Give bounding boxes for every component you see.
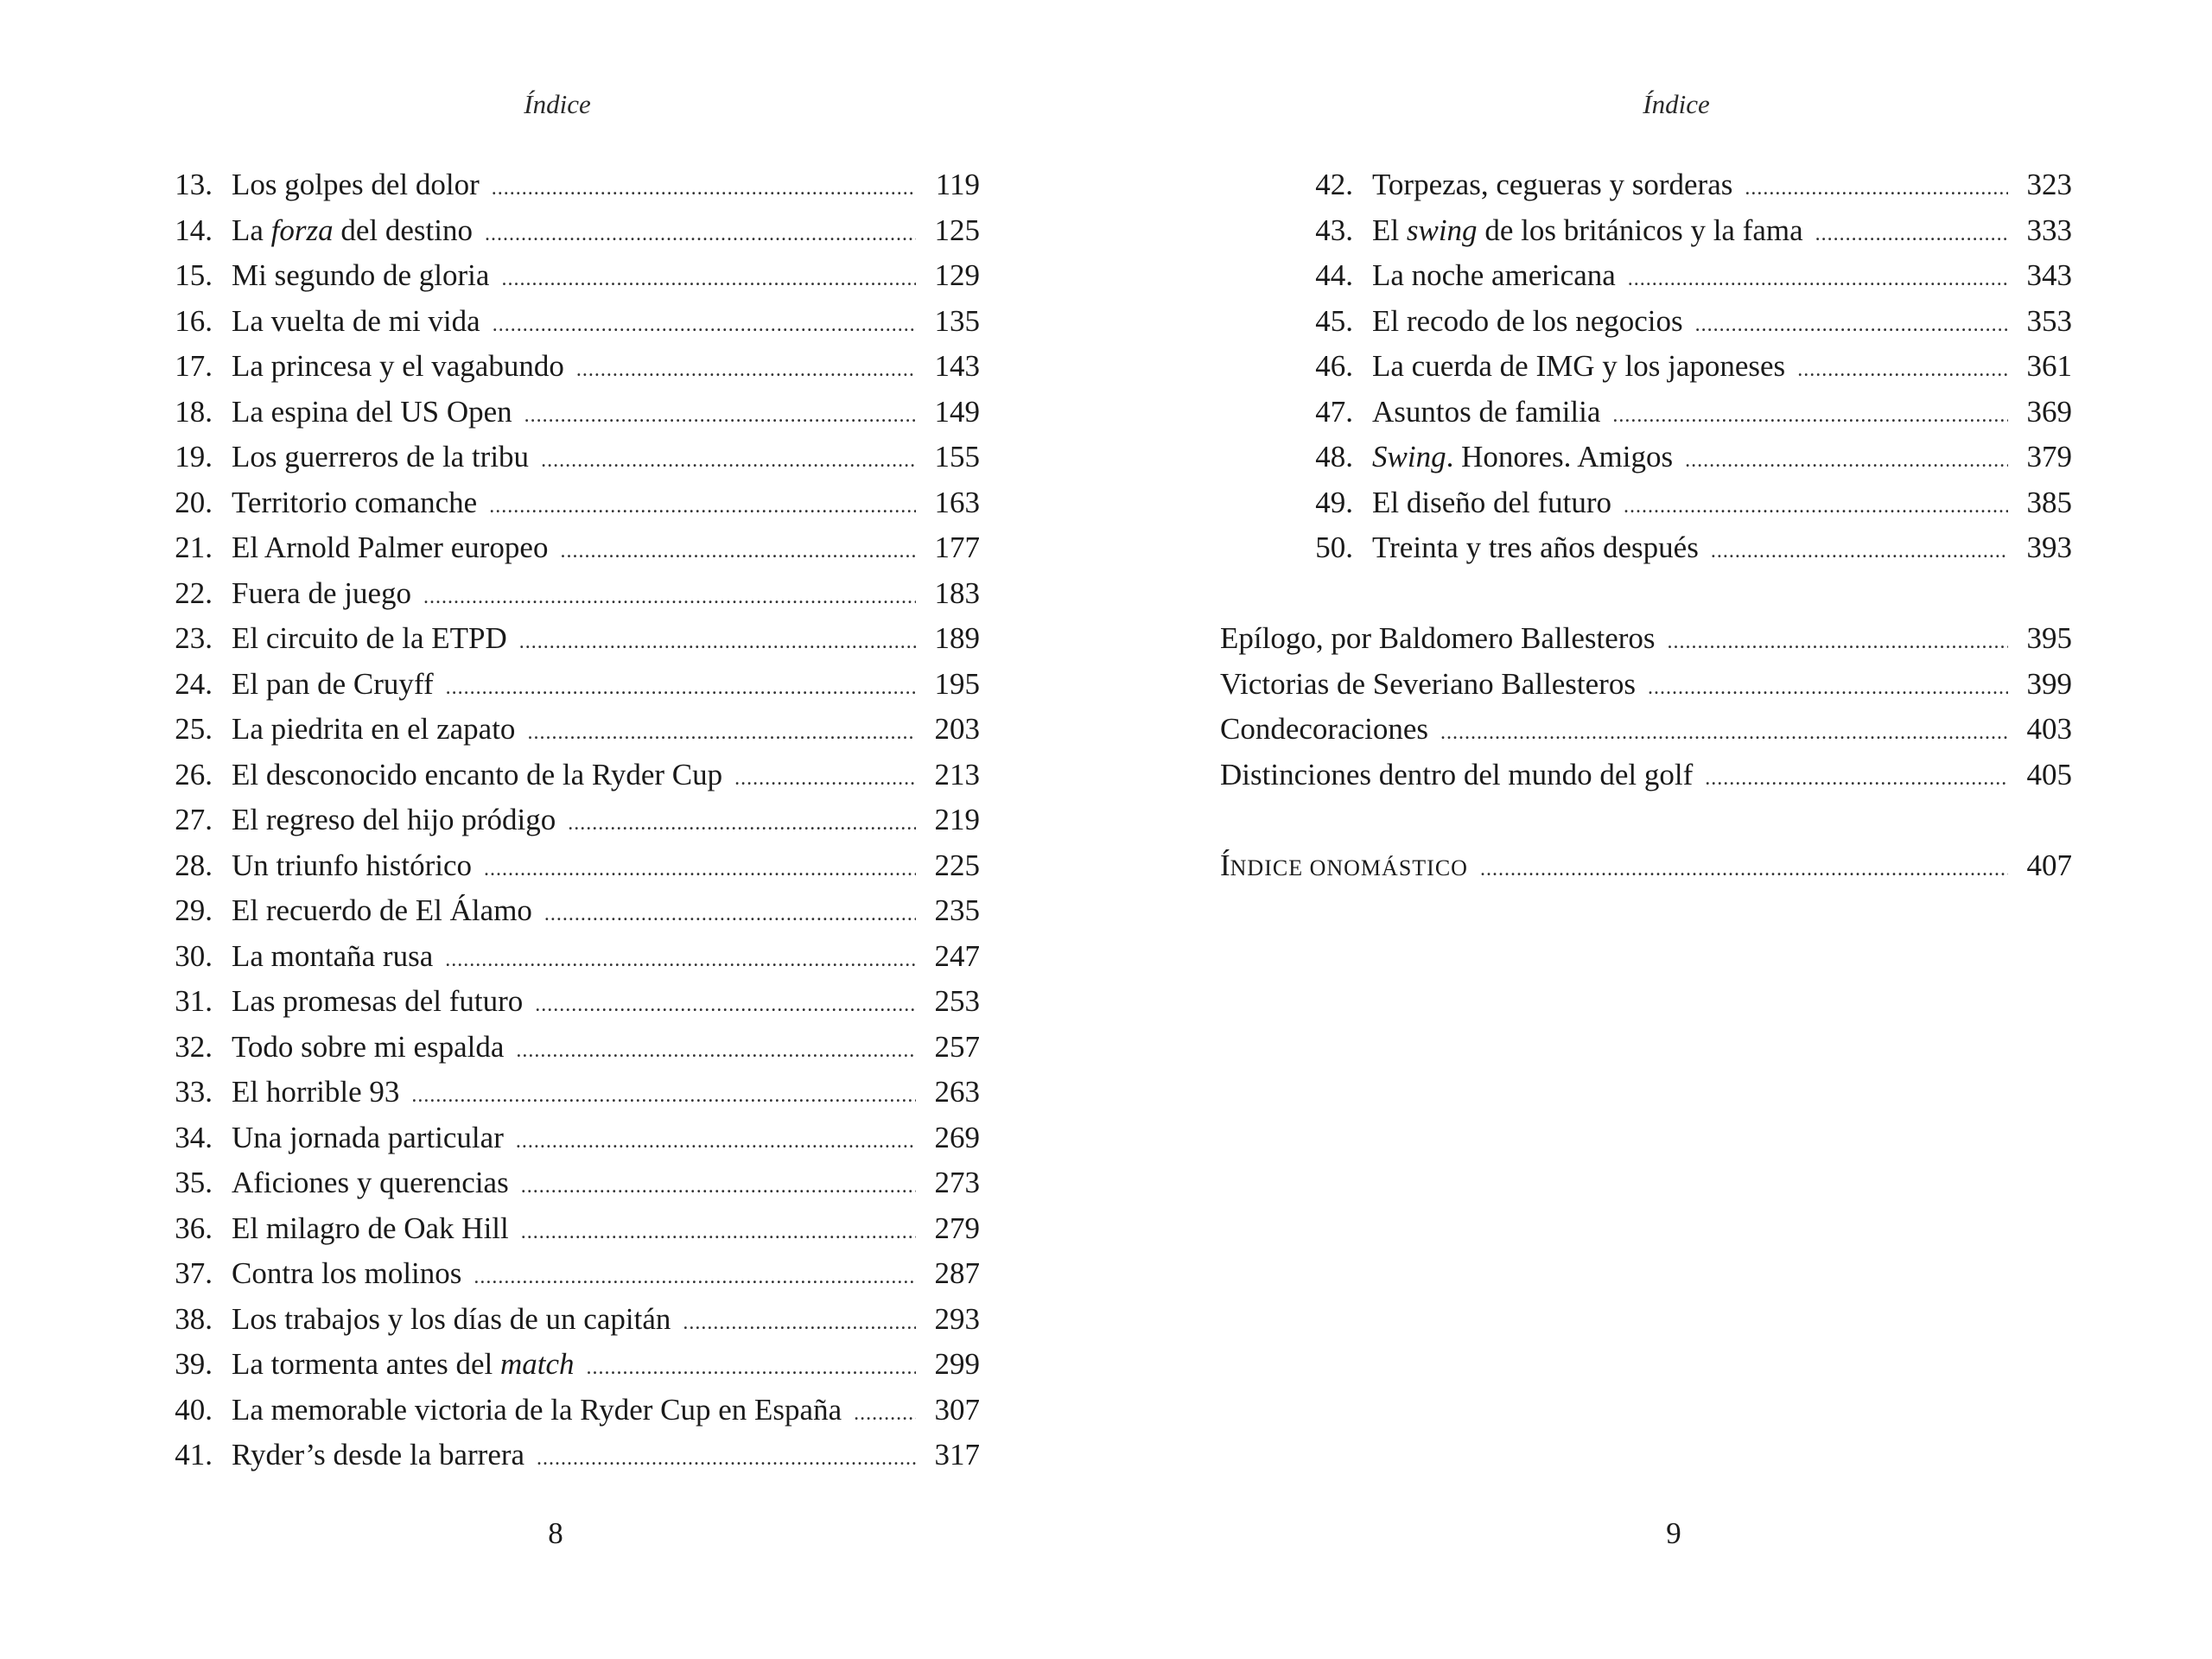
table-of-contents	[1220, 162, 2072, 888]
chapter-title: El milagro de Oak Hill	[232, 1211, 509, 1245]
chapter-number: 42.	[1315, 168, 1353, 201]
chapter-title: Los golpes del dolor	[232, 168, 480, 201]
chapter-title	[1372, 435, 1685, 480]
dot-leader	[1624, 484, 2008, 530]
dot-leader	[544, 892, 916, 938]
dot-leader	[1695, 302, 2008, 348]
page-ref: 119	[935, 168, 980, 201]
chapter-number: 29.	[175, 893, 213, 927]
dot-leader	[854, 1391, 916, 1437]
dot-leader	[492, 166, 916, 212]
dot-leader	[484, 847, 916, 893]
toc-entry	[154, 616, 980, 662]
toc-entry	[1294, 299, 2072, 345]
dot-leader	[541, 438, 916, 484]
toc-entry	[154, 1388, 980, 1433]
chapter-number: 39.	[175, 1347, 213, 1381]
page-ref: 225	[934, 848, 980, 882]
page-ref: 203	[934, 712, 980, 746]
toc-entry	[154, 979, 980, 1025]
chapter-number: 47.	[1315, 394, 1353, 429]
chapter-number: 46.	[1315, 349, 1353, 383]
chapter-title: Epílogo, por Baldomero Ballesteros	[1220, 621, 1656, 655]
dot-leader	[1745, 166, 2008, 212]
toc-entry	[154, 1206, 980, 1252]
toc-entry	[1294, 390, 2072, 435]
dot-leader	[524, 393, 916, 439]
chapter-number: 15.	[175, 258, 213, 292]
title-rest: NDICE ONOMÁSTICO	[1230, 855, 1468, 880]
dot-leader	[445, 938, 916, 983]
toc-entry	[1294, 480, 2072, 526]
page-ref: 379	[2026, 440, 2072, 474]
chapter-title: La memorable victoria de la Ryder Cup en España	[232, 1392, 842, 1427]
dot-leader	[446, 665, 916, 711]
toc-entry	[154, 1297, 980, 1343]
dot-leader	[576, 347, 916, 393]
chapter-number: 31.	[175, 984, 213, 1018]
dot-leader	[568, 801, 916, 847]
chapter-title: Ryder’s desde la barrera	[232, 1438, 525, 1471]
dot-leader	[1797, 347, 2008, 393]
chapter-number: 14.	[175, 213, 213, 247]
chapter-number: 50.	[1315, 531, 1353, 564]
chapter-title: El regreso del hijo pródigo	[232, 803, 556, 836]
dot-leader	[521, 1210, 916, 1255]
page-ref: 273	[934, 1166, 980, 1199]
toc-entry	[154, 888, 980, 934]
toc-entry	[154, 1070, 980, 1116]
chapter-number: 20.	[175, 485, 213, 519]
page-ref: 269	[934, 1120, 980, 1154]
dot-leader	[1480, 847, 2008, 893]
toc-entry	[154, 1433, 980, 1478]
page-ref: 395	[2026, 621, 2072, 655]
toc-entry	[154, 798, 980, 843]
chapter-title: Fuera de juego	[232, 575, 411, 610]
title-part: La	[232, 213, 271, 247]
chapter-title: El recuerdo de El Álamo	[232, 893, 532, 927]
dot-leader	[521, 1164, 916, 1210]
page-ref: 235	[934, 893, 980, 927]
chapter-number: 19.	[175, 440, 213, 474]
page-ref: 369	[2026, 394, 2072, 429]
chapter-title: Treinta y tres años después	[1372, 531, 1699, 564]
chapter-title: La espina del US Open	[232, 394, 512, 429]
dot-leader	[537, 1436, 916, 1482]
page-ref: 333	[2026, 213, 2072, 247]
dot-leader	[493, 302, 916, 348]
dot-leader	[1668, 620, 2008, 665]
toc-entry	[154, 253, 980, 299]
toc-entry	[1294, 208, 2072, 254]
toc-entry	[1220, 707, 2072, 753]
chapter-number: 24.	[175, 666, 213, 701]
chapter-number: 40.	[175, 1392, 213, 1427]
toc-entry	[154, 299, 980, 345]
chapter-number: 33.	[175, 1075, 213, 1109]
dot-leader	[1685, 438, 2008, 484]
chapter-number: 21.	[175, 531, 213, 564]
chapter-number: 35.	[175, 1166, 213, 1199]
chapter-title: Mi segundo de gloria	[232, 258, 490, 292]
chapter-number: 32.	[175, 1029, 213, 1064]
page-ref: 323	[2026, 168, 2072, 201]
dot-leader	[1815, 212, 2008, 257]
dot-leader	[1628, 257, 2008, 302]
toc-entry	[154, 435, 980, 480]
chapter-title: Aficiones y querencias	[232, 1166, 509, 1199]
page-ref: 129	[934, 258, 980, 292]
page-ref: 407	[2026, 848, 2072, 882]
chapter-number: 48.	[1315, 440, 1353, 474]
page-ref: 195	[934, 666, 980, 701]
page-ref: 299	[934, 1347, 980, 1381]
chapter-title: Una jornada particular	[232, 1120, 504, 1154]
chapter-title: El desconocido encanto de la Ryder Cup	[232, 757, 723, 791]
page-ref: 263	[934, 1075, 980, 1109]
chapter-title: Torpezas, cegueras y sorderas	[1372, 168, 1733, 201]
toc-entry	[154, 390, 980, 435]
toc-entry	[154, 162, 980, 208]
chapter-number: 17.	[175, 349, 213, 383]
dot-leader	[1711, 529, 2008, 575]
page-ref: 403	[2026, 712, 2072, 746]
page-ref: 405	[2026, 757, 2072, 791]
dot-leader	[587, 1345, 916, 1391]
chapter-number: 25.	[175, 712, 213, 746]
dot-leader	[516, 1119, 916, 1165]
toc-entry	[154, 707, 980, 753]
title-part: del destino	[333, 213, 474, 247]
title-part: . Honores. Amigos	[1446, 440, 1674, 474]
page-ref: 385	[2026, 485, 2072, 519]
title-part: de los británicos y la fama	[1477, 213, 1803, 247]
page-ref: 393	[2026, 531, 2072, 564]
chapter-title	[232, 1342, 587, 1388]
chapter-title: Todo sobre mi espalda	[232, 1029, 505, 1064]
chapter-number: 34.	[175, 1120, 213, 1154]
title-initial: Í	[1220, 848, 1230, 882]
chapter-title: El Arnold Palmer europeo	[232, 531, 549, 564]
page-ref: 293	[934, 1301, 980, 1336]
toc-entry	[1220, 753, 2072, 798]
page-ref: 125	[934, 213, 980, 247]
toc-entry	[154, 662, 980, 708]
dot-leader	[734, 756, 916, 802]
chapter-title: El circuito de la ETPD	[232, 621, 507, 655]
dot-leader	[560, 529, 916, 575]
page-ref: 399	[2026, 666, 2072, 701]
page-ref: 317	[934, 1438, 980, 1471]
chapter-title: La vuelta de mi vida	[232, 303, 480, 338]
page-ref: 353	[2026, 303, 2072, 338]
toc-entry	[154, 843, 980, 889]
chapter-number: 16.	[175, 303, 213, 338]
spacer	[1246, 571, 2072, 617]
page-ref: 183	[934, 575, 980, 610]
chapter-title: El pan de Cruyff	[232, 666, 434, 701]
title-italic: Swing	[1372, 440, 1446, 474]
toc-entry	[1294, 162, 2072, 208]
page-ref: 343	[2026, 258, 2072, 292]
toc-entry	[1294, 435, 2072, 480]
chapter-title: La princesa y el vagabundo	[232, 349, 564, 383]
chapter-number: 37.	[175, 1256, 213, 1290]
toc-entry	[154, 934, 980, 980]
chapter-number: 22.	[175, 575, 213, 610]
toc-entry	[1220, 843, 2072, 889]
toc-entry	[1220, 616, 2072, 662]
running-head: Índice	[524, 89, 591, 119]
chapter-title: La piedrita en el zapato	[232, 712, 516, 746]
title-part: El	[1372, 213, 1407, 247]
toc-entry	[154, 1116, 980, 1161]
chapter-title: Condecoraciones	[1220, 712, 1429, 746]
toc-entry	[154, 344, 980, 390]
page-ref: 177	[934, 531, 980, 564]
page-ref: 213	[934, 757, 980, 791]
chapter-number: 43.	[1315, 213, 1353, 247]
chapter-title: Territorio comanche	[232, 485, 478, 519]
toc-entry	[154, 1251, 980, 1297]
dot-leader	[519, 620, 916, 665]
page-ref: 361	[2026, 349, 2072, 383]
dot-leader	[683, 1300, 916, 1346]
chapter-title: Contra los molinos	[232, 1256, 462, 1290]
page-ref: 135	[934, 303, 980, 338]
toc-entry	[154, 480, 980, 526]
dot-leader	[474, 1255, 916, 1300]
toc-entry	[154, 1025, 980, 1071]
chapter-number: 26.	[175, 757, 213, 791]
page-ref: 163	[934, 485, 980, 519]
dot-leader	[411, 1073, 916, 1119]
running-head: Índice	[1643, 89, 1710, 119]
title-italic: forza	[270, 213, 334, 247]
spacer	[1246, 798, 2072, 843]
chapter-number: 30.	[175, 938, 213, 973]
chapter-number: 44.	[1315, 258, 1353, 292]
page-ref: 307	[934, 1392, 980, 1427]
dot-leader	[501, 257, 916, 302]
toc-entry	[1294, 525, 2072, 571]
toc-entry	[154, 525, 980, 571]
page-ref: 155	[934, 440, 980, 474]
chapter-title: Las promesas del futuro	[232, 984, 524, 1018]
chapter-title	[1372, 208, 1815, 254]
page-ref: 257	[934, 1029, 980, 1064]
chapter-title: Asuntos de familia	[1372, 394, 1601, 429]
right-page	[1106, 0, 2212, 1659]
page-ref: 219	[934, 803, 980, 836]
dot-leader	[1648, 665, 2008, 711]
dot-leader	[1612, 393, 2008, 439]
page-ref: 189	[934, 621, 980, 655]
chapter-number: 41.	[175, 1438, 213, 1471]
chapter-title: Victorias de Severiano Ballesteros	[1220, 666, 1636, 701]
dot-leader	[527, 710, 916, 756]
chapter-number: 45.	[1315, 303, 1353, 338]
chapter-number: 38.	[175, 1301, 213, 1336]
dot-leader	[535, 982, 916, 1028]
chapter-title: La cuerda de IMG y los japoneses	[1372, 349, 1786, 383]
page-number: 8	[548, 1516, 563, 1550]
chapter-number: 23.	[175, 621, 213, 655]
page-ref: 253	[934, 984, 980, 1018]
chapter-title: La montaña rusa	[232, 938, 434, 973]
title-italic: swing	[1406, 213, 1478, 247]
dot-leader	[485, 212, 916, 257]
chapter-title: Un triunfo histórico	[232, 848, 473, 882]
chapter-number: 49.	[1315, 485, 1353, 519]
toc-entry	[154, 1160, 980, 1206]
chapter-number: 13.	[175, 168, 213, 201]
page-ref: 279	[934, 1211, 980, 1245]
chapter-title: Los guerreros de la tribu	[232, 440, 530, 474]
chapter-number: 28.	[175, 848, 213, 882]
chapter-title: Los trabajos y los días de un capitán	[232, 1301, 671, 1336]
chapter-number: 36.	[175, 1211, 213, 1245]
dot-leader	[489, 484, 916, 530]
page-ref: 143	[934, 349, 980, 383]
chapter-title: Distinciones dentro del mundo del golf	[1220, 757, 1694, 791]
page-number: 9	[1666, 1516, 1681, 1550]
chapter-title: La noche americana	[1372, 258, 1616, 292]
chapter-number: 18.	[175, 394, 213, 429]
dot-leader	[516, 1028, 916, 1074]
chapter-title: El horrible 93	[232, 1075, 400, 1109]
page-ref: 247	[934, 938, 980, 973]
chapter-title: El recodo de los negocios	[1372, 303, 1683, 338]
dot-leader	[1705, 756, 2008, 802]
toc-entry	[1294, 344, 2072, 390]
chapter-title: El diseño del futuro	[1372, 485, 1612, 519]
toc-entry	[154, 1342, 980, 1388]
toc-entry	[154, 208, 980, 254]
chapter-number: 27.	[175, 803, 213, 836]
page-ref: 287	[934, 1256, 980, 1290]
chapter-title	[232, 208, 485, 254]
table-of-contents	[154, 162, 980, 1478]
page-ref: 149	[934, 394, 980, 429]
chapter-title	[1220, 843, 1480, 892]
toc-entry	[154, 753, 980, 798]
toc-entry	[1220, 662, 2072, 708]
dot-leader	[1440, 710, 2008, 756]
toc-entry	[154, 571, 980, 617]
dot-leader	[423, 575, 916, 620]
title-italic: match	[499, 1347, 575, 1381]
toc-entry	[1294, 253, 2072, 299]
title-part: La tormenta antes del	[232, 1347, 500, 1381]
